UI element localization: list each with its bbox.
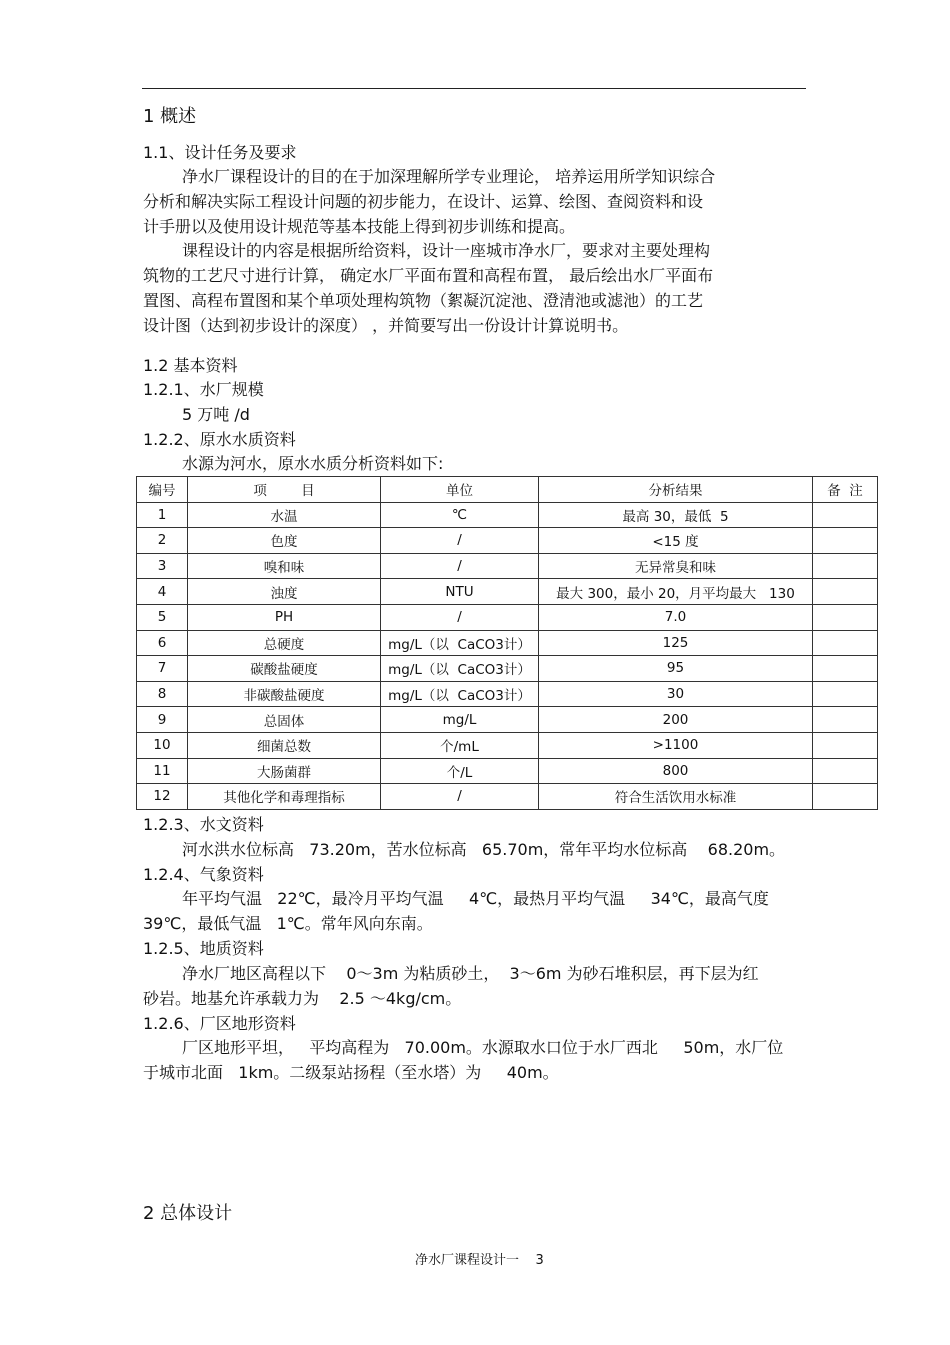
cell-unit: / xyxy=(381,784,539,810)
cell-result: 800 xyxy=(539,758,813,784)
cell-result: 符合生活饮用水标准 xyxy=(539,784,813,810)
section-1-2-heading: 1.2 基本资料 xyxy=(143,356,238,375)
cell-remark xyxy=(813,502,878,528)
cell-remark xyxy=(813,681,878,707)
cell-unit: NTU xyxy=(381,579,539,605)
weather-line-2: 39℃，最低气温 1℃。常年风向东南。 xyxy=(143,914,433,933)
cell-item: 总硬度 xyxy=(188,630,381,656)
section-1-2-1-heading: 1.2.1、水厂规模 xyxy=(143,380,264,399)
paragraph-2-line-3: 置图、高程布置图和某个单项处理构筑物（絮凝沉淀池、澄清池或滤池）的工艺 xyxy=(143,291,704,310)
table-row xyxy=(137,656,878,682)
cell-item: 色度 xyxy=(188,528,381,554)
water-quality-table xyxy=(136,476,878,810)
cell-id: 2 xyxy=(137,528,188,554)
table-row xyxy=(137,630,878,656)
weather-line-1: 年平均气温 22℃，最冷月平均气温 4℃，最热月平均气温 34℃，最高气度 xyxy=(182,889,769,908)
cell-result: 最大 300，最小 20，月平均最大 130 xyxy=(539,579,813,605)
cell-unit: mg/L xyxy=(381,707,539,733)
paragraph-2-line-1: 课程设计的内容是根据所给资料，设计一座城市净水厂，要求对主要处理构 xyxy=(182,241,711,260)
section-1-2-3-heading: 1.2.3、水文资料 xyxy=(143,815,264,834)
cell-unit: ℃ xyxy=(381,502,539,528)
cell-result: 95 xyxy=(539,656,813,682)
cell-id: 11 xyxy=(137,758,188,784)
section-1-2-4-heading: 1.2.4、气象资料 xyxy=(143,865,264,884)
cell-unit: 个/L xyxy=(381,758,539,784)
cell-result: 无异常臭和味 xyxy=(539,553,813,579)
cell-id: 5 xyxy=(137,604,188,630)
table-row xyxy=(137,502,878,528)
table-row xyxy=(137,758,878,784)
cell-unit: mg/L（以 CaCO3计） xyxy=(381,681,539,707)
table-row xyxy=(137,681,878,707)
cell-result: >1100 xyxy=(539,732,813,758)
cell-item: 总固体 xyxy=(188,707,381,733)
cell-result: 30 xyxy=(539,681,813,707)
table-row xyxy=(137,732,878,758)
cell-remark xyxy=(813,732,878,758)
header-id: 编号 xyxy=(137,477,188,503)
section-1-2-6-heading: 1.2.6、厂区地形资料 xyxy=(143,1014,296,1033)
section-2-heading: 2 总体设计 xyxy=(143,1203,233,1224)
table-row xyxy=(137,528,878,554)
hydrology-text: 河水洪水位标高 73.20m，苦水位标高 65.70m，常年平均水位标高 68.20m。 xyxy=(182,840,786,859)
cell-result: 最高 30，最低 5 xyxy=(539,502,813,528)
paragraph-2-line-4: 设计图（达到初步设计的深度） ，并简要写出一份设计计算说明书。 xyxy=(143,316,629,335)
cell-unit: / xyxy=(381,553,539,579)
cell-item: 细菌总数 xyxy=(188,732,381,758)
section-1-2-5-heading: 1.2.5、地质资料 xyxy=(143,939,264,958)
cell-unit: / xyxy=(381,604,539,630)
cell-item: 大肠菌群 xyxy=(188,758,381,784)
terrain-line-2: 于城市北面 1km。二级泵站扬程（至水塔）为 40m。 xyxy=(143,1063,559,1082)
table-intro: 水源为河水，原水水质分析资料如下: xyxy=(182,454,444,473)
table-row xyxy=(137,784,878,810)
cell-id: 8 xyxy=(137,681,188,707)
paragraph-1-line-1: 净水厂课程设计的目的在于加深理解所学专业理论， 培养运用所学知识综合 xyxy=(182,167,716,186)
header-result: 分析结果 xyxy=(539,477,813,503)
paragraph-2-line-2: 筑物的工艺尺寸进行计算， 确定水厂平面布置和高程布置， 最后绘出水厂平面布 xyxy=(143,266,714,285)
table-row xyxy=(137,604,878,630)
paragraph-1-line-2: 分析和解决实际工程设计问题的初步能力，在设计、运算、绘图、查阅资料和设 xyxy=(143,192,704,211)
cell-id: 7 xyxy=(137,656,188,682)
table-row xyxy=(137,707,878,733)
cell-unit: / xyxy=(381,528,539,554)
cell-remark xyxy=(813,604,878,630)
header-remark: 备 注 xyxy=(813,477,878,503)
cell-remark xyxy=(813,553,878,579)
plant-scale: 5 万吨 /d xyxy=(182,405,250,424)
page-footer: 净水厂课程设计一 3 xyxy=(415,1253,544,1268)
cell-item: 浊度 xyxy=(188,579,381,605)
cell-remark xyxy=(813,758,878,784)
cell-unit: mg/L（以 CaCO3计） xyxy=(381,656,539,682)
paragraph-1-line-3: 计手册以及使用设计规范等基本技能上得到初步训练和提高。 xyxy=(143,217,576,236)
cell-id: 12 xyxy=(137,784,188,810)
table-row xyxy=(137,579,878,605)
cell-remark xyxy=(813,784,878,810)
cell-item: 其他化学和毒理指标 xyxy=(188,784,381,810)
cell-remark xyxy=(813,528,878,554)
cell-result: 7.0 xyxy=(539,604,813,630)
table-row xyxy=(137,553,878,579)
cell-item: 非碳酸盐硬度 xyxy=(188,681,381,707)
cell-result: 200 xyxy=(539,707,813,733)
cell-item: 水温 xyxy=(188,502,381,528)
cell-unit: 个/mL xyxy=(381,732,539,758)
cell-result: 125 xyxy=(539,630,813,656)
section-1-heading: 1 概述 xyxy=(143,106,197,127)
cell-id: 3 xyxy=(137,553,188,579)
cell-id: 6 xyxy=(137,630,188,656)
cell-remark xyxy=(813,707,878,733)
section-1-1-heading: 1.1、设计任务及要求 xyxy=(143,143,297,162)
cell-remark xyxy=(813,579,878,605)
section-1-2-2-heading: 1.2.2、原水水质资料 xyxy=(143,430,296,449)
geology-line-1: 净水厂地区高程以下 0～3m 为粘质砂土， 3～6m 为砂石堆积层，再下层为红 xyxy=(182,964,759,983)
cell-result: <15 度 xyxy=(539,528,813,554)
terrain-line-1: 厂区地形平坦， 平均高程为 70.00m。水源取水口位于水厂西北 50m，水厂位 xyxy=(182,1038,784,1057)
header-unit: 单位 xyxy=(381,477,539,503)
cell-id: 10 xyxy=(137,732,188,758)
cell-unit: mg/L（以 CaCO3计） xyxy=(381,630,539,656)
cell-remark xyxy=(813,630,878,656)
geology-line-2: 砂岩。地基允许承载力为 2.5 ～4kg/cm。 xyxy=(143,989,462,1008)
cell-item: 碳酸盐硬度 xyxy=(188,656,381,682)
header-rule xyxy=(142,88,806,89)
cell-item: PH xyxy=(188,604,381,630)
cell-remark xyxy=(813,656,878,682)
cell-item: 嗅和味 xyxy=(188,553,381,579)
cell-id: 1 xyxy=(137,502,188,528)
cell-id: 4 xyxy=(137,579,188,605)
cell-id: 9 xyxy=(137,707,188,733)
header-item: 项 目 xyxy=(188,477,381,503)
table-header-row xyxy=(137,477,878,503)
